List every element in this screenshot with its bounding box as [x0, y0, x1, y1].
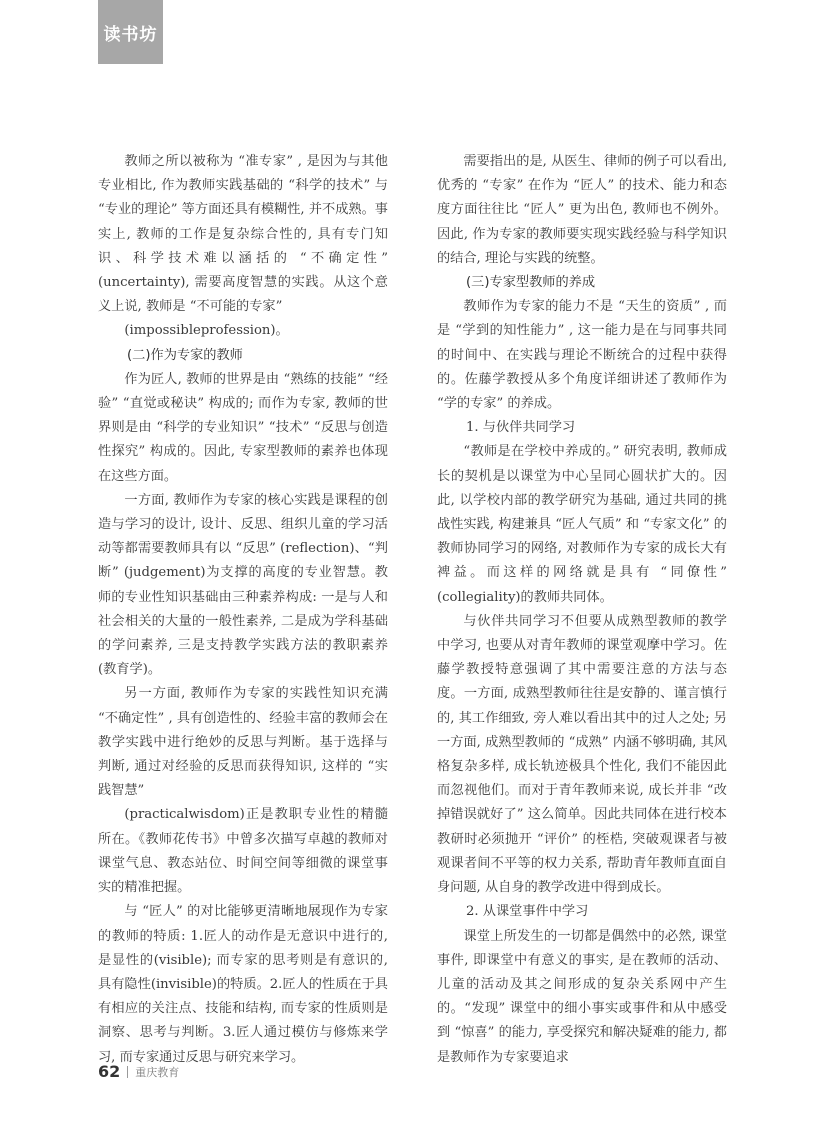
section-tag: 读书坊 [98, 0, 163, 64]
subsection-heading: 2. 从课堂事件中学习 [466, 904, 589, 920]
paragraph: 教师之所以被称为 “准专家” , 是因为与其他专业相比, 作为教师实践基础的 “科学的技术” 与 “专业的理论” 等方面还具有模糊性, 并不成熟。事实上, 教师的工作是复杂综合性的, 具有专门知识、科学技术难以涵括的 “不确定性” (uncertainty), 需要高度智慧的实践。从这个意义上说, 教师是 “不可能的专家” [98, 154, 388, 315]
subsection-heading: 1. 与伙伴共同学习 [466, 420, 576, 436]
publication-name: 重庆教育 [135, 1065, 180, 1079]
footer-divider [127, 1066, 128, 1078]
section-heading: (二)作为专家的教师 [127, 347, 243, 363]
paragraph: 需要指出的是, 从医生、律师的例子可以看出, 优秀的 “专家” 在作为 “匠人” 的技术、能力和态度方面往往比 “匠人” 更为出色, 教师也不例外。因此, 作为专家的教师要实现实践经验与科学知识的结合, 理论与实践的统整。 [437, 154, 727, 266]
paragraph-continuation: (practicalwisdom)正是教职专业性的精髓所在。《教师花传书》中曾多次描写卓越的教师对课堂气息、教态站位、时间空间等细微的课堂事实的精准把握。 [98, 807, 388, 896]
paragraph: 另一方面, 教师作为专家的实践性知识充满 “不确定性” , 具有创造性的、经验丰富的教师会在教学实践中进行绝妙的反思与判断。基于选择与判断, 通过对经验的反思而获得知识, 这样的 “实践智慧” [98, 686, 388, 799]
left-column [98, 150, 388, 1070]
paragraph: 作为匠人, 教师的世界是由 “熟练的技能” “经验” “直觉或秘诀” 构成的; 而作为专家, 教师的世界则是由 “科学的专业知识” “技术” “反思与创造性探究” 构成的。因此, 专家型教师的素养也体现在这些方面。 [98, 371, 388, 484]
page-number: 62 [98, 1062, 121, 1081]
paragraph: 与伙伴共同学习不但要从成熟型教师的教学中学习, 也要从对青年教师的课堂观摩中学习。佐藤学教授特意强调了其中需要注意的方法与态度。一方面, 成熟型教师往往是安静的、谨言慎行的, 其工作细致, 旁人难以看出其中的过人之处; 另一方面, 成熟型教师的 “成熟” 内涵不够明确, 其风格复杂多样, 成长轨迹极具个性化, 我们不能因此而忽视他们。而对于青年教师来说, 成长并非 “改掉错误就好了” 这么简单。因此共同体在进行校本教研时必须抛开 “评价” 的桎梏, 突破观课者与被观课者间不平等的权力关系, 帮助青年教师直面自身问题, 从自身的教学改进中得到成长。 [437, 613, 727, 896]
right-column [437, 150, 727, 1070]
paragraph: “教师是在学校中养成的。” 研究表明, 教师成长的契机是以课堂为中心呈同心圆状扩大的。因此, 以学校内部的教学研究为基础, 通过共同的挑战性实践, 构建兼具 “匠人气质” 和 “专家文化” 的教师协同学习的网络, 对教师作为专家的成长大有裨益。而这样的网络就是具有 “同僚性” (collegiality)的教师共同体。 [437, 444, 727, 605]
page-footer [98, 1062, 179, 1081]
paragraph: 一方面, 教师作为专家的核心实践是课程的创造与学习的设计, 设计、反思、组织儿童的学习活动等都需要教师具有以 “反思” (reflection)、“判断” (judgement)为支撑的高度的专业智慧。教师的专业性知识基础由三种素养构成: 一是与人和社会相关的大量的一般性素养, 二是成为学科基础的学问素养, 三是支持教学实践方法的教职素养(教育学)。 [98, 492, 388, 678]
paragraph-continuation: (impossibleprofession)。 [124, 323, 289, 339]
paragraph: 课堂上所发生的一切都是偶然中的必然, 课堂事件, 即课堂中有意义的事实, 是在教师的活动、儿童的活动及其之间形成的复杂关系网中产生的。“发现” 课堂中的细小事实或事件和从中感受到 “惊喜” 的能力, 享受探究和解决疑难的能力, 都是教师作为专家要追求 [437, 928, 727, 1065]
paragraph: 与 “匠人” 的对比能够更清晰地展现作为专家的教师的特质: 1.匠人的动作是无意识中进行的, 是显性的(visible); 而专家的思考则是有意识的, 具有隐性(invisible)的特质。2.匠人的性质在于具有相应的关注点、技能和结构, 而专家的性质则是洞察、思考与判断。3.匠人通过模仿与修炼来学习, 而专家通过反思与研究来学习。 [98, 904, 388, 1065]
paragraph: 教师作为专家的能力不是 “天生的资质” , 而是 “学到的知性能力” , 这一能力是在与同事共同的时间中、在实践与理论不断统合的过程中获得的。佐藤学教授从多个角度详细讲述了教师作为 “学的专家” 的养成。 [437, 299, 727, 412]
section-heading: (三)专家型教师的养成 [466, 275, 596, 291]
